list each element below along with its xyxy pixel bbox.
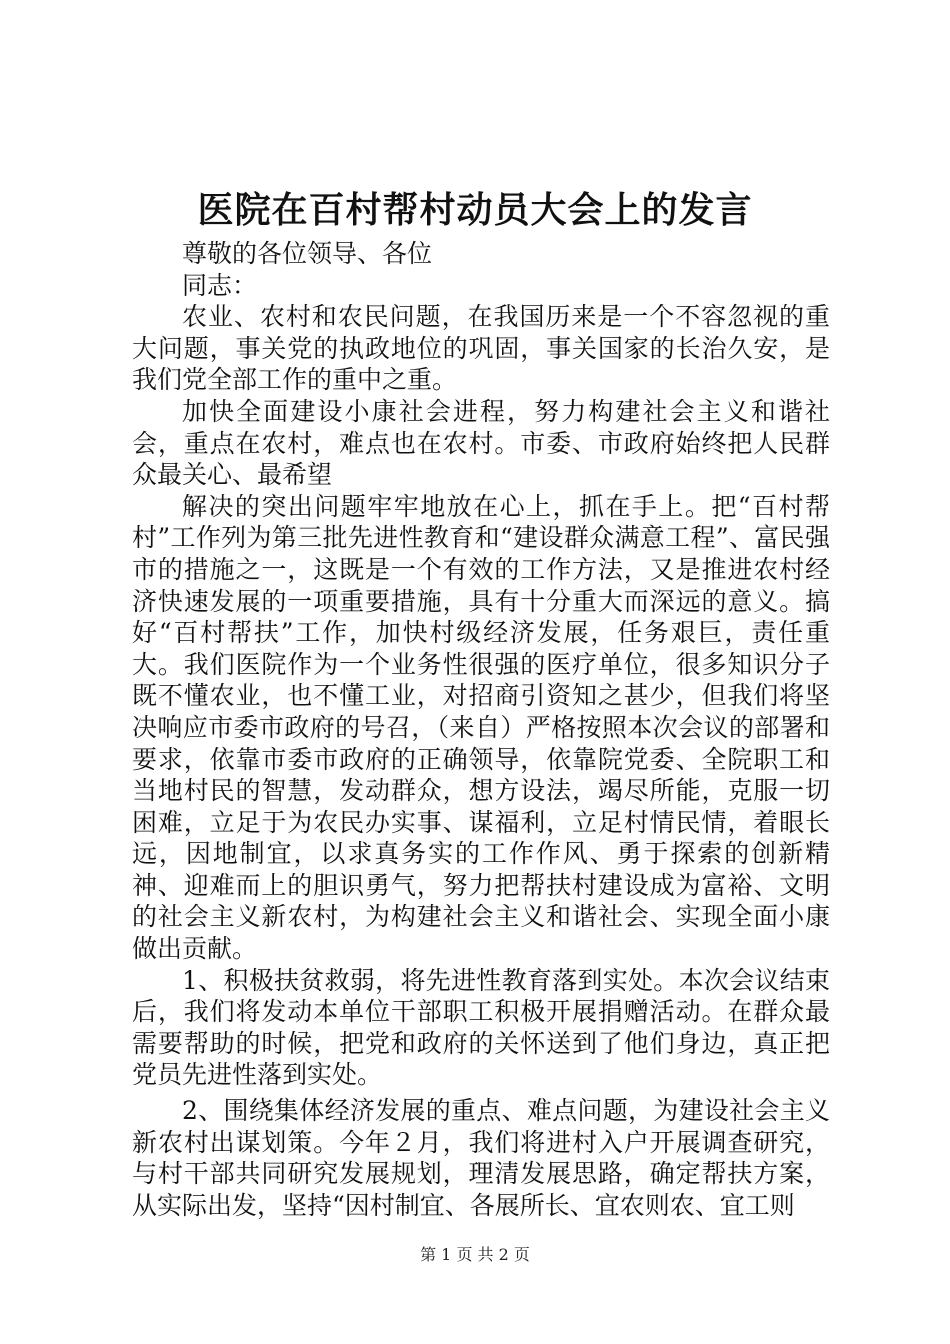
page-number: 第 1 页 共 2 页: [420, 1245, 530, 1264]
body-paragraph: 解决的突出问题牢牢地放在心上，抓在手上。把“百村帮村”工作列为第三批先进性教育和“建设群众满意工程”、富民强市的措施之一，这既是一个有效的工作方法，又是推进农村经济快速发展的一项重要措施，具有十分重大而深远的意义。搞好“百村帮扶”工作，加快村级经济发展，任务艰巨，责任重大。我们医院作为一个业务性很强的医疗单位，很多知识分子既不懂农业，也不懂工业，对招商引资知之甚少，但我们将坚决响应市委市政府的号召，（来自）严格按照本次会议的部署和要求，依靠市委市政府的正确领导，依靠院党委、全院职工和当地村民的智慧，发动群众，想方设法，竭尽所能，克服一切困难，立足于为农民办实事、谋福利，立足村情民情，着眼长远，因地制宜，以求真务实的工作作风、勇于探索的创新精神、迎难而上的胆识勇气，努力把帮扶村建设成为富裕、文明的社会主义新农村，为构建社会主义和谐社会、实现全面小康做出贡献。: [132, 491, 830, 964]
document-body: [132, 238, 830, 1221]
salutation-line: 同志：: [182, 270, 258, 300]
page-title: 医院在百村帮村动员大会上的发言: [197, 189, 753, 231]
body-paragraph: 1、积极扶贫救弱，将先进性教育落到实处。本次会议结束后，我们将发动本单位干部职工积极开展捐赠活动。在群众最需要帮助的时候，把党和政府的关怀送到了他们身边，真正把党员先进性落到实处。: [132, 965, 830, 1090]
body-paragraph: 农业、农村和农民问题，在我国历来是一个不容忽视的重大问题，事关党的执政地位的巩固，事关国家的长治久安，是我们党全部工作的重中之重。: [132, 302, 830, 395]
salutation-line: 尊敬的各位领导、各位: [182, 239, 433, 268]
body-paragraph: 2、围绕集体经济发展的重点、难点问题，为建设社会主义新农村出谋划策。今年２月，我们将进村入户开展调查研究，与村干部共同研究发展规划，理清发展思路，确定帮扶方案，从实际出发，坚持“因村制宜、各展所长、宜农则农、宜工则: [132, 1096, 830, 1220]
body-paragraph: 加快全面建设小康社会进程，努力构建社会主义和谐社会，重点在农村，难点也在农村。市委、市政府始终把人民群众最关心、最希望: [132, 396, 830, 490]
